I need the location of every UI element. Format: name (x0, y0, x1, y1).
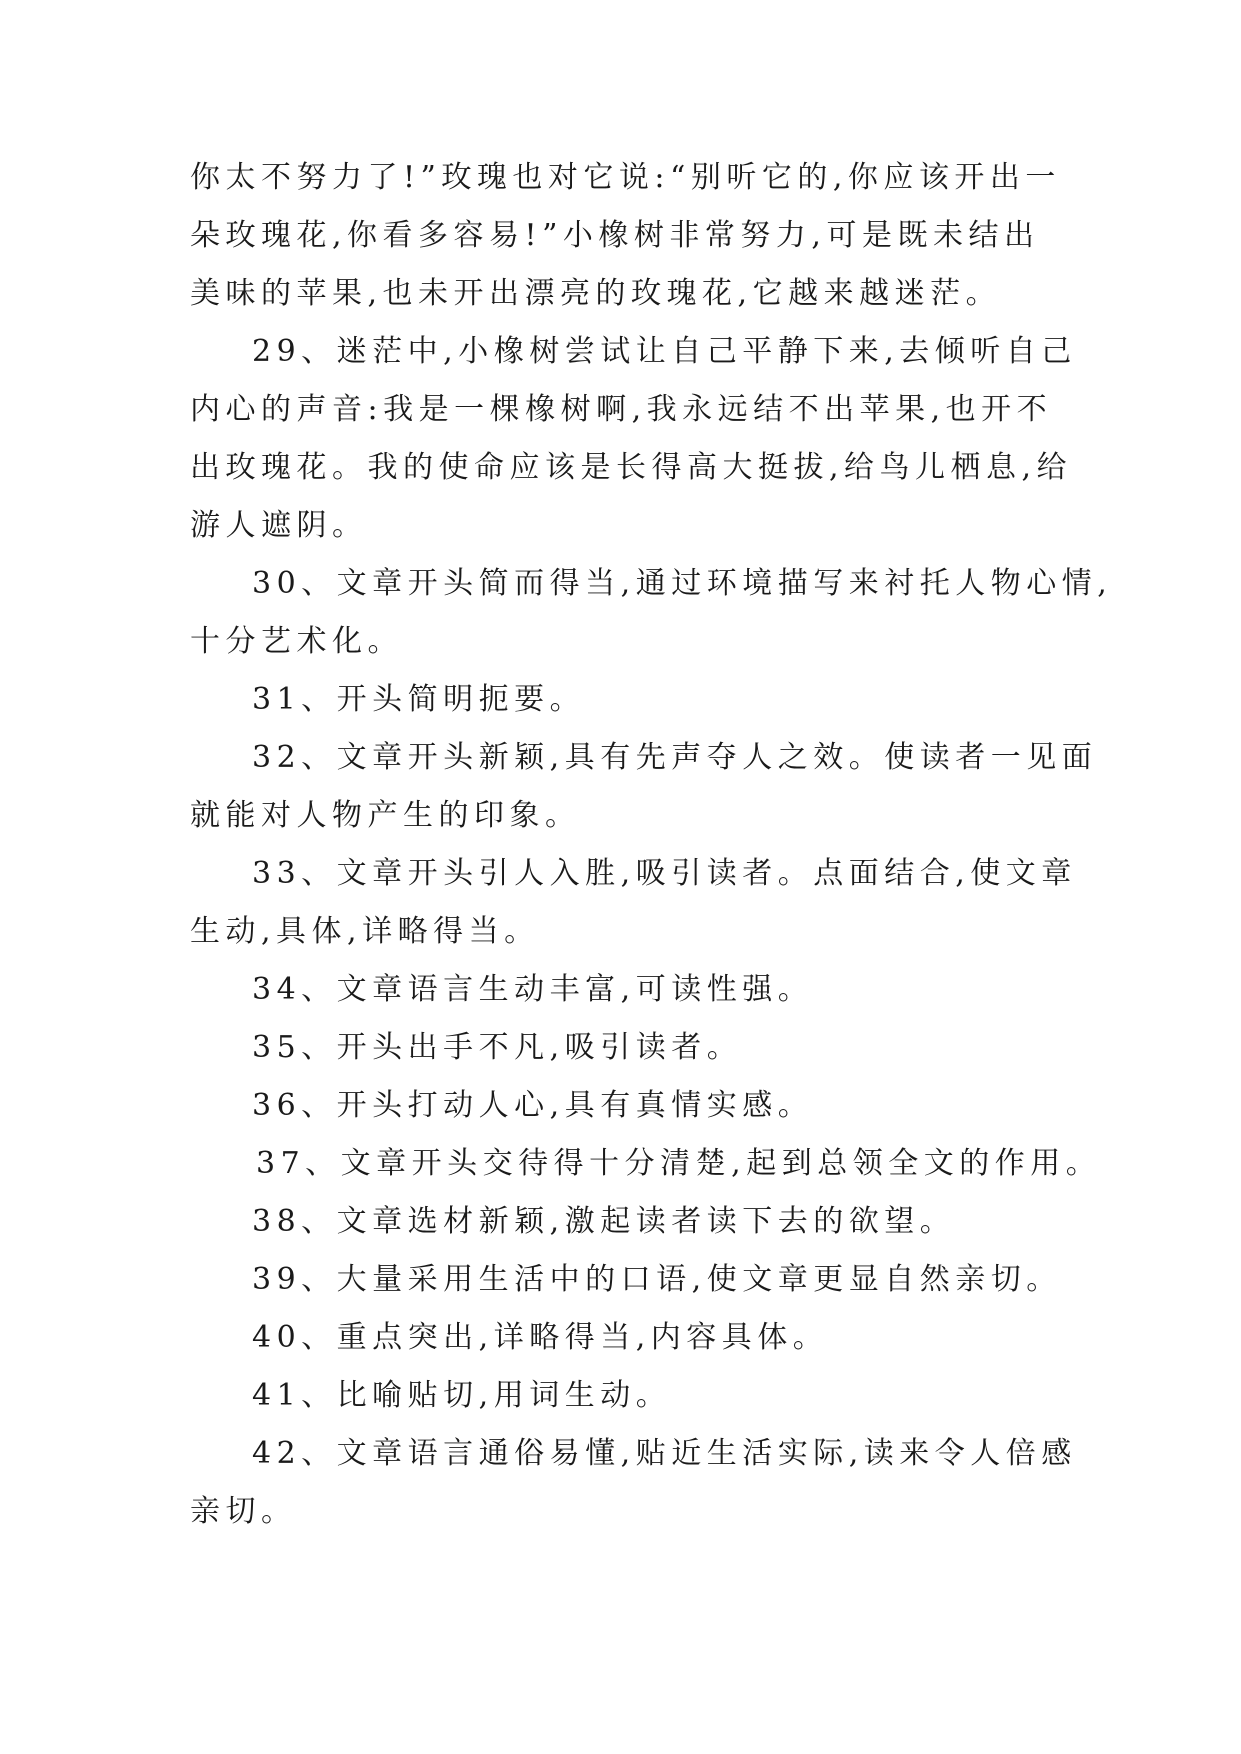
text-line: 朵玫瑰花,你看多容易!”小橡树非常努力,可是既未结出 (190, 218, 1040, 253)
text-line: 美味的苹果,也未开出漂亮的玫瑰花,它越来越迷茫。 (190, 276, 1002, 311)
text-line: 亲切。 (190, 1494, 297, 1529)
text-line: 36、开头打动人心,具有真情实感。 (252, 1088, 814, 1123)
text-line: 41、比喻贴切,用词生动。 (252, 1378, 672, 1413)
text-line: 内心的声音:我是一棵橡树啊,我永远结不出苹果,也开不 (190, 392, 1053, 427)
text-line: 39、大量采用生活中的口语,使文章更显自然亲切。 (252, 1262, 1062, 1297)
text-line: 29、迷茫中,小橡树尝试让自己平静下来,去倾听自己 (252, 334, 1077, 369)
text-line: 就能对人物产生的印象。 (190, 798, 581, 833)
text-line: 出玫瑰花。我的使命应该是长得高大挺拔,给鸟儿栖息,给 (190, 450, 1073, 485)
text-line: 30、文章开头简而得当,通过环境描写来衬托人物心情, (252, 566, 1113, 601)
text-line: 生动,具体,详略得当。 (190, 914, 540, 949)
text-line: 42、文章语言通俗易懂,贴近生活实际,读来令人倍感 (252, 1436, 1077, 1471)
text-line: 33、文章开头引人入胜,吸引读者。点面结合,使文章 (252, 856, 1077, 891)
text-line: 32、文章开头新颖,具有先声夺人之效。使读者一见面 (252, 740, 1098, 775)
text-line: 35、开头出手不凡,吸引读者。 (252, 1030, 743, 1065)
text-line: 31、开头简明扼要。 (252, 682, 586, 717)
text-line: 游人遮阴。 (190, 508, 368, 543)
text-line: 37、文章开头交待得十分清楚,起到总领全文的作用。 (256, 1146, 1102, 1181)
text-line: 40、重点突出,详略得当,内容具体。 (252, 1320, 829, 1355)
text-line: 38、文章选材新颖,激起读者读下去的欲望。 (252, 1204, 956, 1239)
text-line: 十分艺术化。 (190, 624, 403, 659)
text-line: 34、文章语言生动丰富,可读性强。 (252, 972, 814, 1007)
text-line: 你太不努力了!”玫瑰也对它说:“别听它的,你应该开出一 (190, 160, 1061, 195)
